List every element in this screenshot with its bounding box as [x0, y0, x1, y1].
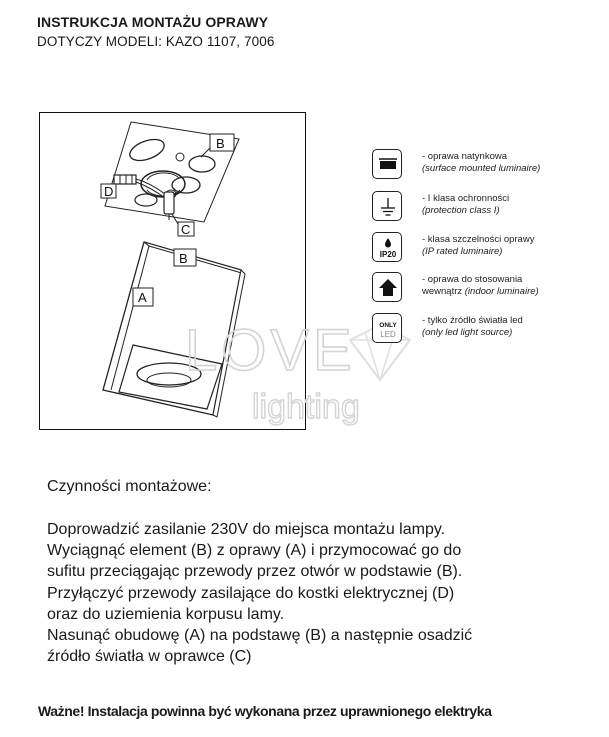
legend-protection-class: [372, 191, 602, 221]
terminal-block: [114, 175, 136, 184]
instructions-body: [47, 519, 472, 667]
legend-surface-en: (surface mounted luminaire): [422, 163, 541, 174]
models-subtitle: DOTYCZY MODELI: KAZO 1107, 7006: [37, 34, 275, 49]
legend-only-led: [372, 313, 602, 343]
ip20-icon-text: IP20: [379, 250, 397, 259]
legend-indoor-en: (indoor luminaire): [464, 286, 539, 297]
only-led-icon-text-led: LED: [380, 330, 396, 339]
legend-indoor: [372, 272, 602, 302]
label-c: C: [181, 222, 191, 237]
ip20-icon: [372, 232, 402, 262]
instruction-line: źródło światła w oprawce (C): [47, 648, 252, 666]
instruction-line: Wyciągnąć element (B) z oprawy (A) i przymocować go do: [47, 542, 462, 560]
legend-indoor-pl1: - oprawa do stosowania: [422, 274, 523, 285]
legend-protection-en: (protection class I): [422, 205, 500, 216]
indoor-icon: [372, 272, 402, 302]
label-d: D: [104, 184, 114, 199]
watermark-brand-lighting: lighting: [252, 388, 360, 426]
instruction-line: sufitu przeciągając przewody przez otwór w podstawie (B).: [47, 563, 463, 581]
label-b-plate: B: [216, 136, 225, 151]
only-led-icon-text-only: ONLY: [379, 322, 397, 329]
protection-class-icon: [372, 191, 402, 221]
legend-surface-pl: - oprawa natynkowa: [422, 151, 508, 162]
instruction-line: Doprowadzić zasilanie 230V do miejsca montażu lampy.: [47, 521, 446, 538]
instruction-line: Przyłączyć przewody zasilające do kostki elektrycznej (D): [47, 584, 455, 602]
legend-ip-en: (IP rated luminaire): [422, 246, 503, 257]
watermark-brand-love: LOVE: [185, 318, 356, 383]
label-b-body: B: [179, 251, 188, 266]
only-led-icon: [372, 313, 402, 343]
page-title: INSTRUKCJA MONTAŻU OPRAWY: [37, 14, 269, 30]
label-a: A: [138, 290, 147, 305]
legend-indoor-pl2: wewnątrz (indoor luminaire): [422, 286, 539, 297]
legend-led-pl: - tylko źródło światła led: [422, 315, 523, 326]
legend-surface-mounted: [372, 149, 602, 179]
legend-protection-pl: - I klasa ochronności: [422, 193, 510, 204]
legend-led-en: (only led light source): [422, 327, 513, 338]
surface-mounted-icon: [372, 149, 402, 179]
legend-ip-rating: [372, 232, 602, 262]
instruction-line: Nasunąć obudowę (A) na podstawę (B) a następnie osadzić: [47, 627, 473, 645]
instructions-heading: Czynności montażowe:: [47, 478, 212, 495]
instruction-line: oraz do uziemienia korpusu lamy.: [47, 605, 285, 623]
electrician-warning: Ważne! Instalacja powinna być wykonana przez uprawnionego elektryka: [38, 703, 492, 719]
lamp-socket: [164, 192, 174, 214]
legend-ip-pl: - klasa szczelności oprawy: [422, 234, 535, 245]
